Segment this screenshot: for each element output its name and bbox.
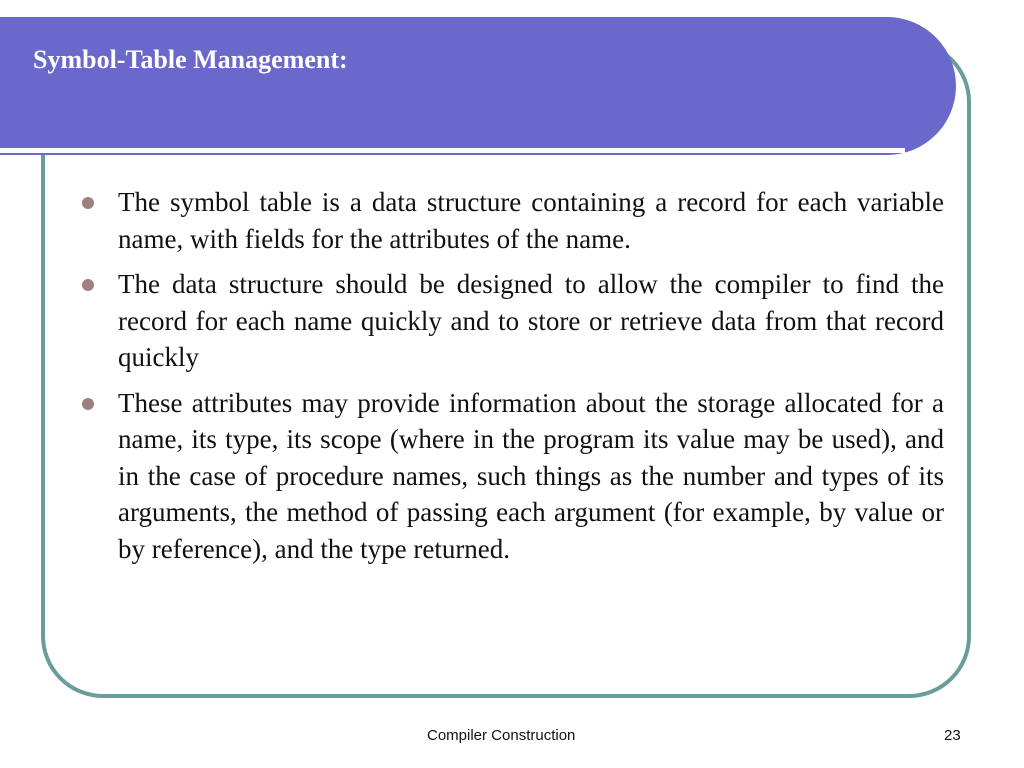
slide-title: Symbol-Table Management: [33,45,348,74]
bullet-item [82,385,944,568]
footer-text: Compiler Construction [427,727,576,744]
bullet-dot-icon [82,398,94,410]
bullet-dot-icon [82,279,94,291]
bullet-dot-icon [82,197,94,209]
bullet-list [82,184,944,576]
bullet-text: The data structure should be designed to allow the compiler to find the record for each name quickly and to store or retrieve data from that record quickly [118,269,944,372]
bullet-text: The symbol table is a data structure containing a record for each variable name, with fields for the attributes of the name. [118,187,944,254]
bullet-item [82,184,944,257]
title-underline [0,148,905,153]
title-band [0,17,956,155]
bullet-text: These attributes may provide information about the storage allocated for a name, its type, its scope (where in the program its value may be used), and in the case of procedure names, such things as the number and types of its arguments, the method of passing each argument (for example, by value or by reference), and the type returned. [118,387,944,564]
bullet-item [82,266,944,376]
page-number: 23 [944,727,961,744]
